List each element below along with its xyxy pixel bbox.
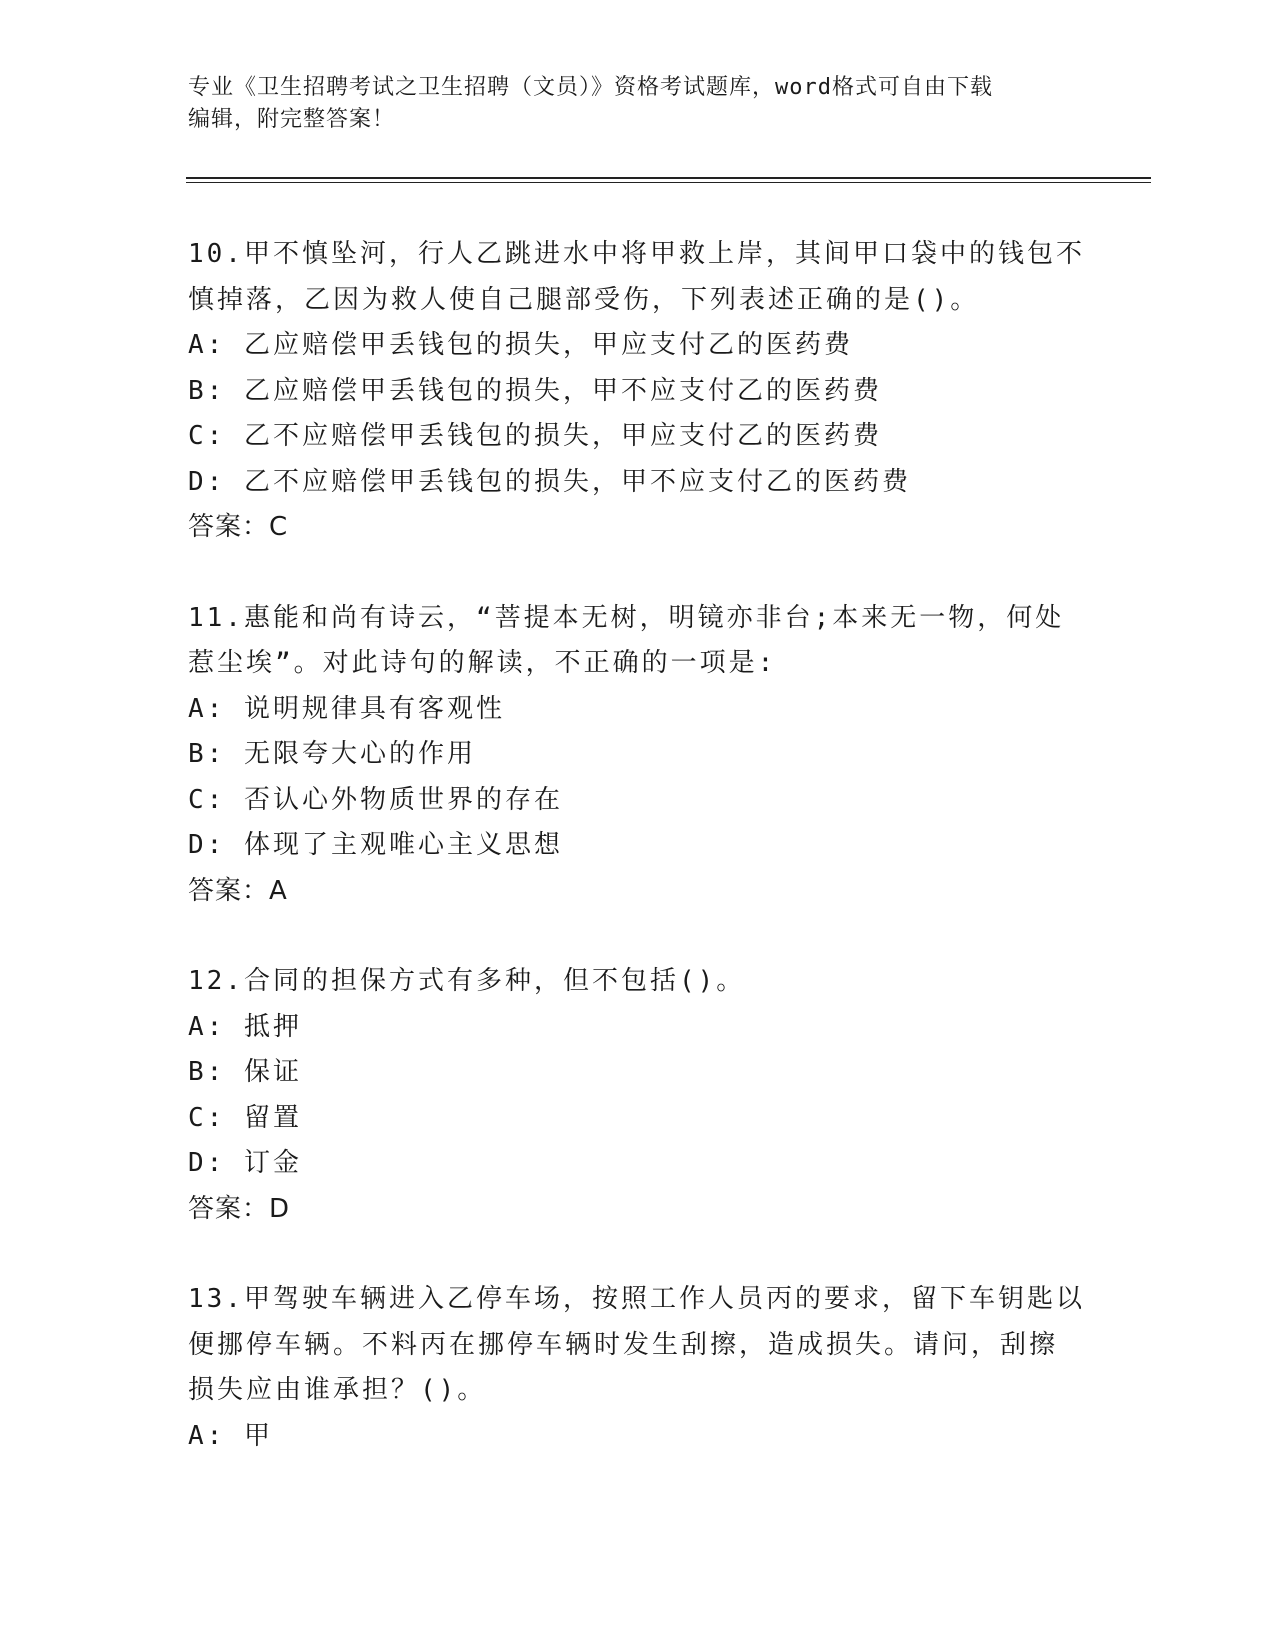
- question-text-line: 10.甲不慎坠河，行人乙跳进水中将甲救上岸，其间甲口袋中的钱包不: [188, 239, 1085, 269]
- option-d: D: 乙不应赔偿甲丢钱包的损失，甲不应支付乙的医药费: [188, 466, 911, 497]
- option-b: B: 乙应赔偿甲丢钱包的损失，甲不应支付乙的医药费: [188, 375, 882, 406]
- question-text-line: 11.惠能和尚有诗云，“菩提本无树，明镜亦非台;本来无一物，何处: [188, 602, 1065, 633]
- question-12: [188, 959, 1088, 1232]
- option-a: A: 抵押: [188, 1011, 302, 1042]
- answer-label: 答案：D: [188, 1193, 291, 1224]
- question-13: [188, 1277, 1088, 1459]
- option-c: C: 乙不应赔偿甲丢钱包的损失，甲应支付乙的医药费: [188, 421, 882, 451]
- question-text-line: 惹尘埃”。对此诗句的解读，不正确的一项是:: [188, 648, 777, 678]
- header-line-1: 专业《卫生招聘考试之卫生招聘（文员）》资格考试题库，word格式可自由下载: [188, 75, 993, 100]
- answer-label: 答案：C: [188, 512, 289, 542]
- option-d: D: 体现了主观唯心主义思想: [188, 830, 563, 860]
- header-divider-thick: [186, 177, 1151, 179]
- question-text-line: 12.合同的担保方式有多种，但不包括()。: [188, 966, 746, 996]
- document-header: [188, 72, 1068, 136]
- question-10: [188, 232, 1088, 551]
- answer-label: 答案：A: [188, 875, 288, 906]
- question-list: [188, 232, 1088, 1504]
- option-a: A: 甲: [188, 1420, 273, 1451]
- question-text-line: 损失应由谁承担？()。: [188, 1375, 487, 1405]
- question-text-line: 慎掉落，乙因为救人使自己腿部受伤，下列表述正确的是()。: [188, 284, 980, 315]
- option-a: A: 乙应赔偿甲丢钱包的损失，甲应支付乙的医药费: [188, 330, 853, 360]
- option-b: B: 保证: [188, 1057, 302, 1087]
- question-text-line: 13.甲驾驶车辆进入乙停车场，按照工作人员丙的要求，留下车钥匙以: [188, 1284, 1085, 1314]
- header-line-2: 编辑，附完整答案！: [188, 107, 396, 132]
- option-a: A: 说明规律具有客观性: [188, 693, 505, 724]
- option-c: C: 否认心外物质世界的存在: [188, 784, 563, 815]
- option-b: B: 无限夸大心的作用: [188, 739, 476, 769]
- question-11: [188, 596, 1088, 915]
- option-d: D: 订金: [188, 1148, 302, 1178]
- question-text-line: 便挪停车辆。不料丙在挪停车辆时发生刮擦，造成损失。请问，刮擦: [188, 1329, 1059, 1360]
- header-divider-thin: [186, 182, 1151, 183]
- option-c: C: 留置: [188, 1102, 302, 1133]
